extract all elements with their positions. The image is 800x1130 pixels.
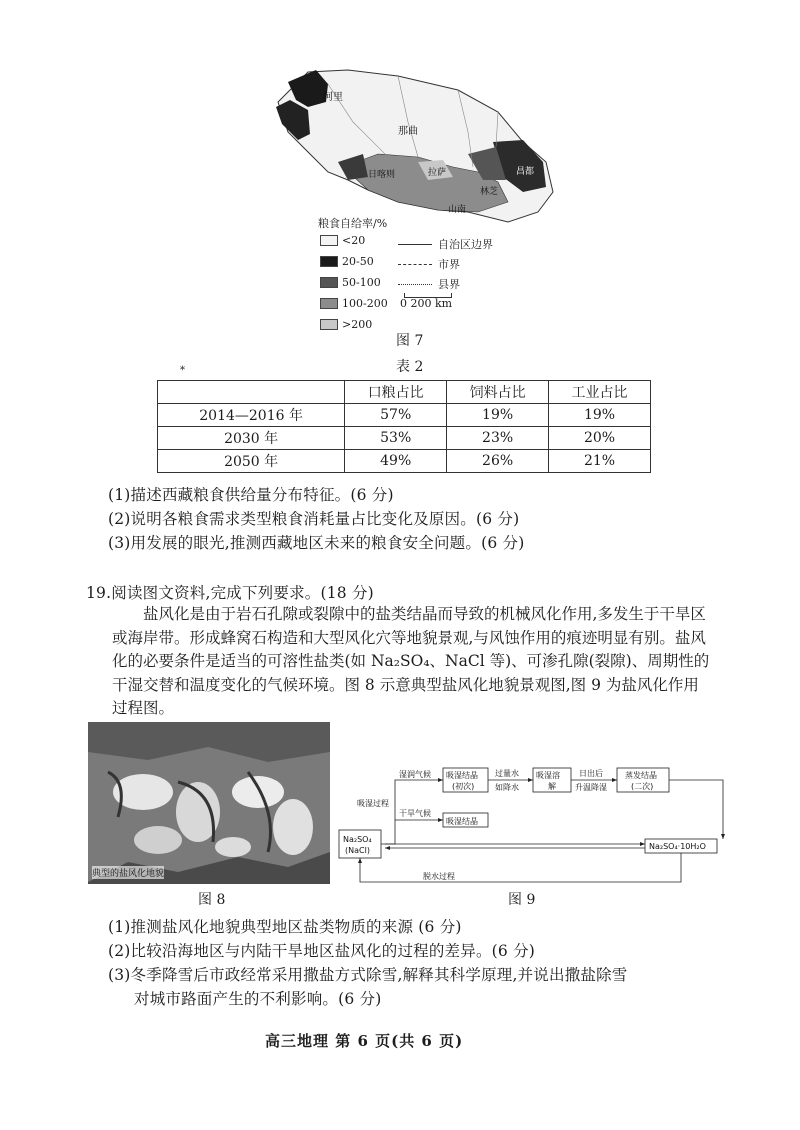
line-legend-sample	[398, 244, 432, 245]
line-legend-item	[398, 236, 493, 252]
q18-part2: (2)说明各粮食需求类型粮食消耗量占比变化及原因。(6 分)	[108, 510, 520, 528]
legend-item	[320, 275, 381, 289]
line-legend-label: 市界	[438, 258, 460, 271]
table-header-cell: 工业占比	[549, 381, 651, 404]
label-evap-sub: (二次)	[631, 782, 654, 791]
table-cell: 21%	[549, 450, 651, 473]
table-cell: 53%	[345, 427, 447, 450]
line-legend-label: 县界	[438, 278, 460, 291]
table-cell: 23%	[447, 427, 549, 450]
label-cryst1: 吸湿结晶	[446, 771, 478, 780]
label-dehydrate: 脱水过程	[423, 872, 455, 881]
q19-part2: (2)比较沿海地区与内陆干旱地区盐风化的过程的差异。(6 分)	[108, 942, 536, 960]
label-dry-air: 干旱气候	[399, 809, 431, 818]
grain-consumption-table	[157, 380, 651, 473]
label-wet-air: 湿润气候	[399, 770, 431, 779]
label-evap: 蒸发结晶	[625, 771, 657, 780]
legend-swatch	[320, 298, 338, 309]
table-row	[158, 404, 651, 427]
label-cryst2: 吸湿结晶	[446, 817, 478, 826]
table-row	[158, 450, 651, 473]
table-header-cell: 口粮占比	[345, 381, 447, 404]
tibet-grain-map	[268, 62, 558, 232]
line-legend-item	[398, 276, 460, 292]
region-label-nagqu: 那曲	[398, 126, 418, 137]
label-start: Na₂SO₄	[343, 835, 372, 844]
q19-part1: (1)推测盐风化地貌典型地区盐类物质的来源 (6 分)	[108, 918, 462, 936]
table-header-cell	[158, 381, 345, 404]
fig7-caption: 图 7	[396, 333, 424, 349]
table-row	[158, 427, 651, 450]
line-legend-sample	[398, 264, 432, 265]
table-star-mark: *	[180, 365, 185, 376]
table-cell: 2014—2016 年	[158, 404, 345, 427]
line-legend-label: 自治区边界	[438, 238, 493, 251]
q19-paragraph: 盐风化是由于岩石孔隙或裂隙中的盐类结晶而导致的机械风化作用,多发生于干旱区或海岸带。形成蜂窝石构造和大型风化穴等地貌景观,与风蚀作用的痕迹明显有别。盐风化的必要条件是适当的可溶性盐类(如 Na₂SO₄、NaCl 等)、可渗孔隙(裂隙)、周期性的干湿交替和温度变化的气候环境。图 8 示意典型盐风化地貌景观图,图 9 为盐风化作用过程图。	[112, 605, 710, 717]
page-footer: 高三地理 第 6 页(共 6 页)	[265, 1032, 464, 1050]
fig9-caption: 图 9	[508, 892, 536, 908]
region-label-chamdo: 昌都	[516, 167, 535, 177]
line-legend-sample	[398, 284, 432, 285]
line-legend-item	[398, 256, 460, 272]
table-cell: 19%	[447, 404, 549, 427]
label-dissolve2: 解	[548, 782, 556, 791]
region-label-shannan: 山南	[448, 205, 467, 215]
q18-part3: (3)用发展的眼光,推测西藏地区未来的粮食安全问题。(6 分)	[108, 534, 525, 552]
legend-item	[320, 317, 372, 331]
region-label-shigatse: 日喀则	[368, 170, 396, 180]
salt-weathering-photo	[88, 722, 330, 884]
q19-title: 19.阅读图文资料,完成下列要求。(18 分)	[86, 584, 374, 602]
label-cryst1-sub: (初次)	[452, 782, 475, 791]
label-absorb-process: 吸湿过程	[357, 799, 389, 808]
table-cell: 2030 年	[158, 427, 345, 450]
fig8-caption: 图 8	[198, 892, 226, 908]
label-excess-water: 过量水	[495, 769, 519, 778]
legend-swatch	[320, 256, 338, 267]
legend-label: 20-50	[342, 254, 374, 268]
region-label-nyingchi: 林芝	[480, 187, 499, 197]
q18-part1: (1)描述西藏粮食供给量分布特征。(6 分)	[108, 486, 394, 504]
legend-label: 100-200	[342, 296, 388, 310]
table-header-row	[158, 381, 651, 404]
salt-weathering-process-diagram	[335, 760, 730, 890]
region-label-ali: 阿里	[323, 92, 343, 103]
legend-swatch	[320, 319, 338, 330]
map-scale-label: 0 200 km	[400, 297, 453, 310]
label-end: Na₂SO₄·10H₂O	[649, 842, 706, 851]
region-label-lhasa: 拉萨	[428, 168, 447, 178]
label-dissolve: 吸湿溶	[536, 771, 560, 780]
label-sunrise: 日出后	[579, 769, 603, 778]
map-legend-title: 粮食自给率/%	[318, 217, 388, 230]
legend-swatch	[320, 235, 338, 246]
table-cell: 26%	[447, 450, 549, 473]
legend-label: >200	[342, 317, 373, 331]
fig8-inner-label: 典型的盐风化地貌	[92, 866, 164, 879]
table-cell: 19%	[549, 404, 651, 427]
table-cell: 49%	[345, 450, 447, 473]
table-cell: 57%	[345, 404, 447, 427]
legend-label: <20	[342, 233, 366, 247]
q19-part3: (3)冬季降雪后市政经常采用撒盐方式除雪,解释其科学原理,并说出撒盐除雪	[108, 966, 628, 984]
table-header-cell: 饲料占比	[447, 381, 549, 404]
table-cell: 2050 年	[158, 450, 345, 473]
legend-item	[320, 233, 365, 247]
label-rain: 如降水	[495, 783, 519, 792]
legend-label: 50-100	[342, 275, 381, 289]
q19-part3-cont: 对城市路面产生的不利影响。(6 分)	[134, 990, 382, 1008]
legend-item	[320, 296, 388, 310]
legend-item	[320, 254, 374, 268]
table2-title: 表 2	[396, 359, 424, 375]
label-start-sub: (NaCl)	[345, 846, 370, 855]
legend-swatch	[320, 277, 338, 288]
label-warm: 升温降湿	[575, 783, 607, 792]
table-cell: 20%	[549, 427, 651, 450]
